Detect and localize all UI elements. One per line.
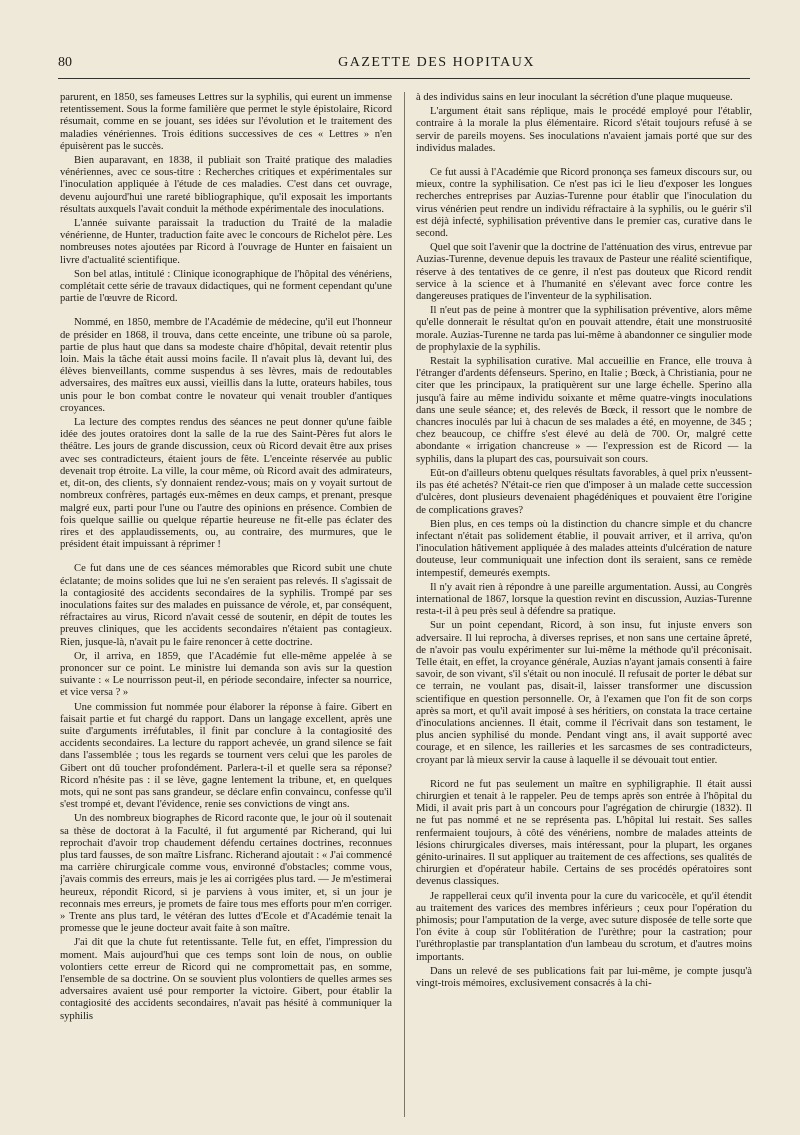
page-header	[58, 52, 750, 74]
column-divider	[404, 92, 405, 1117]
header-rule	[58, 78, 750, 79]
paragraph: Ce fut aussi à l'Académie que Ricord prononça ses fameux discours sur, ou mieux, contre la syphilisation. Ce n'est pas ici le lieu d'exposer les longues recherches entreprises par Auzias-Turenne pour établir que l'inoculation du virus vénérien peut rendre un individu réfractaire à la syphilis, ou le guérir s'il est déjà infecté, syphilisation préventive dans le premier cas, curative dans le second.	[416, 167, 752, 240]
paragraph: L'argument était sans réplique, mais le procédé employé pour l'établir, contraire à la morale la plus élémentaire. Ricord s'était toujours refusé à se servir de pareils moyens. Ses inoculations n'avaient jamais porté que sur des individus malades.	[416, 106, 752, 154]
paragraph: L'année suivante paraissait la traduction du Traité de la maladie vénérienne, de Hunter, traduction faite avec le concours de Richelot père. Les nombreuses notes ajoutées par Ricord à l'ouvrage de Hunter en faisaient un livre d'actualité scientifique.	[60, 218, 392, 266]
left-column	[60, 92, 392, 1122]
paragraph: Ce fut dans une de ces séances mémorables que Ricord subit une chute éclatante; de moins solides que lui ne s'en seraient pas relevés. Il s'agissait de la contagiosité des accidents secondaires de la syphilis. Trompé par ses inoculations faites sur des malades en puissance de vérole, et, par conséquent, réfractaires au virus, Ricord n'avait cessé de soutenir, en dépit de toutes les preuves cliniques, que les accidents secondaires n'étaient pas contagieux. Rien, jusque-là, n'avait pu le faire renoncer à cette doctrine.	[60, 563, 392, 648]
paragraph: Ricord ne fut pas seulement un maître en syphiligraphie. Il était aussi chirurgien et tenait à le rappeler. Peu de temps après son entrée à l'hôpital du Midi, il avait pris part à un concours pour l'agrégation de chirurgie (1832). Il ne fut pas nommé et ne se représenta pas. L'hôpital lui restait. Ses salles renfermaient toujours, à côté des vénériens, nombre de malades atteints de lésions chirurgicales diverses, mais intéressant, pour la plupart, les organes génito-urinaires. Il sut appliquer au traitement de ces affections, ses qualités de chirurgien et d'opérateur habile. Certains de ses procédés opératoires sont devenus classiques.	[416, 778, 752, 888]
paragraph: Je rappellerai ceux qu'il inventa pour la cure du varicocèle, et qu'il étendit au traitement des varices des membres inférieurs ; ceux pour l'opération du phimosis; pour l'amputation de la verge, avec suture disposée de telle sorte que l'on évite à coup sûr l'oblitération de l'urèthre; pour la castration; pour l'uréthroplastie par transplantation d'un lambeau du scrotum, et d'autres moins importants.	[416, 890, 752, 963]
paragraph: La lecture des comptes rendus des séances ne peut donner qu'une faible idée des joutes oratoires dont la salle de la rue des Saint-Pères fut alors le théâtre. Les jours de grande discussion, ceux où Ricord devait être aux prises avec ses contradicteurs, étaient jours de fête. L'enceinte réservée au public devenait trop étroite. La ville, la cour même, où Ricord avait des admirateurs, et, dit-on, des clients, s'y donnaient rendez-vous; mais on y voyait surtout de nombreux confrères, partagés eux-mêmes en deux camps, et prenant, presque malgré eux, parti pour l'une ou l'autre des opinions en présence. Combien de fois quelque saillie ou quelque répartie heureuse ne fit-elle pas éclater des rires et des applaudissements, ou, au contraire, des murmures, que le président était impuissant à réprimer !	[60, 417, 392, 551]
paragraph: Une commission fut nommée pour élaborer la réponse à faire. Gibert en faisait partie et fut chargé du rapport. Dans un langage excellent, après une suite d'arguments irréfutables, il finit par conclure à la contagiosité des accidents secondaires. La lecture du rapport achevée, un grand silence se fait dans l'assemblée ; tous les regards se tournent vers celui que les paroles de Gibert ont dû toucher profondément. Parlera-t-il et quelle sera sa réponse? Ricord n'hésite pas : il se lève, gagne lentement la tribune, et, en quelques mots, qui ne sont pas sans grandeur, se déclare enfin convaincu, confesse qu'il s'est trompé et, devant l'évidence, renie ses convictions de vingt ans.	[60, 701, 392, 811]
paragraph: à des individus sains en leur inoculant la sécrétion d'une plaque muqueuse.	[416, 92, 733, 103]
paragraph: Bien plus, en ces temps où la distinction du chancre simple et du chancre infectant n'était pas solidement établie, il pouvait arriver, et il arriva, qu'on l'inoculation hâtivement appliquée à des malades atteints d'ulcération de nature douteuse, leur communiquait une infection dont ils seraient, sans ce remède intempestif, demeurés exempts.	[416, 518, 752, 579]
paragraph: J'ai dit que la chute fut retentissante. Telle fut, en effet, l'impression du moment. Mais aujourd'hui que ces temps sont loin de nous, on oublie volontiers cette erreur de Ricord qui ne compromettait pas, en somme, l'ensemble de sa doctrine. On se souvient plus volontiers de quelles armes ses adversaires avaient usé pour remporter la victoire. Gibert, pour établir la contagiosité des accidents secondaires, n'avait pas hésité à communiquer la syphilis	[60, 937, 392, 1022]
paragraph: Sur un point cependant, Ricord, à son insu, fut injuste envers son adversaire. Il lui reprocha, à diverses reprises, et non sans une certaine âpreté, de n'avoir pas voulu expérimenter sur lui-même la méthode qu'il préconisait. Telle était, en effet, la croyance générale, Auzias n'ayant jamais consenti à faire savoir, de son vivant, s'il s'était ou non inoculé. Il refusait de porter le débat sur ce terrain, ne voulant pas, disait-il, laisser transformer une discussion scientifique en question personnelle. Or, à l'examen que l'on fit de son corps après sa mort, et qu'il avait imposé à ses héritiers, on constata la trace certaine d'inoculations anciennes. Il était, comme il l'écrivait dans son testament, le plus ancien syphilisé du monde. Pendant vingt ans, il avait supporté avec courage, et en silence, les railleries et les sarcasmes de ses contradicteurs, croyant par là mieux servir la cause à laquelle il se dévouait tout entier.	[416, 620, 752, 766]
paragraph: Un des nombreux biographes de Ricord raconte que, le jour où il soutenait sa thèse de doctorat à la Faculté, il fut argumenté par Richerand, qui lui reprochait d'avoir trop chaudement défendu certaines doctrines, reconnues plus tard fausses, de son maître Lisfranc. Richerand ajoutait : « J'ai commencé ma carrière chirurgicale comme vous, environné d'obstacles; comme vous, j'avais commis des erreurs, mais je les ai corrigées plus tard. — Je m'estimerai heureux, répondit Ricord, si je parviens à vous imiter, et, si un jour je reconnais mes erreurs, je promets de faire tous mes efforts pour m'en corriger. » Trente ans plus tard, le vétéran des luttes d'Ecole et d'Académie tenait la promesse que le jeune docteur avait faite à son maître.	[60, 813, 392, 935]
right-column	[416, 92, 752, 1122]
paragraph: Nommé, en 1850, membre de l'Académie de médecine, qu'il eut l'honneur de présider en 1868, il trouva, dans cette enceinte, une tribune où sa parole, partie de plus haut que dans sa modeste chaire d'hôpital, devait retentir plus loin. Mais la tâche était aussi moins facile. Il n'avait plus là, devant lui, des élèves bienveillants, comme suspendus à ses lèvres, mais de redoutables adversaires, des maîtres eux aussi, vieillis dans la lutte, orateurs habiles, tous unis pour le bon combat contre le novateur qui venait troubler d'antiques croyances.	[60, 317, 392, 414]
paragraph: Il n'eut pas de peine à montrer que la syphilisation préventive, alors même qu'elle donnerait le résultat qu'on en pouvait attendre, était une monstruosité morale. Auzias-Turenne ne tarda pas lui-même à abandonner ce singulier mode de prophylaxie de la syphilis.	[416, 305, 752, 353]
paragraph: Bien auparavant, en 1838, il publiait son Traité pratique des maladies vénériennes, avec ce sous-titre : Recherches critiques et expérimentales sur l'inoculation appliquée à l'étude de ces maladies. C'est dans cet ouvrage, devenu aujourd'hui une rareté bibliographique, qu'il exposait les importants résultats auxquels l'avait conduit la méthode expérimentale des inoculations.	[60, 155, 392, 215]
paragraph: Restait la syphilisation curative. Mal accueillie en France, elle trouva à l'étranger d'ardents défenseurs. Sperino, en Italie ; Bœck, à Christiania, pour ne citer que les principaux, la pratiquèrent sur une large échelle. Sperino alla jusqu'à faire au même individu soixante et même quatre-vingts inoculations dans une seule séance; et, des relevés de Bœck, il ressort que le nombre de chancres inoculés par lui à chacun de ses malades a été, en moyenne, de 345 ; chez beaucoup, ce chiffre s'est élevé au delà de 700. Or, malgré cette abondante « irrigation chancreuse » — l'expression est de Ricord — la syphilis, dans la plupart des cas, poursuivait son cours.	[416, 356, 752, 465]
journal-title: GAZETTE DES HOPITAUX	[338, 55, 535, 70]
paragraph: Il n'y avait rien à répondre à une pareille argumentation. Aussi, au Congrès international de 1867, lorsque la question revint en discussion, Auzias-Turenne resta-t-il à peu près seul à défendre sa pratique.	[416, 581, 752, 618]
paragraph: Son bel atlas, intitulé : Clinique iconographique de l'hôpital des vénériens, complétait cette série de travaux didactiques, qui ne forment cependant qu'une partie de l'œuvre de Ricord.	[60, 268, 392, 305]
paragraph: parurent, en 1850, ses fameuses Lettres sur la syphilis, qui eurent un immense retentissement. Sous la forme familière que permet le style épistolaire, Ricord résumait, comme en se jouant, ses idées sur l'évolution et le traitement des maladies vénériennes. Trois éditions successives de ces « Lettres » n'en épuisèrent pas le succès.	[60, 92, 392, 152]
paragraph: Dans un relevé de ses publications fait par lui-même, je compte jusqu'à vingt-trois mémoires, exclusivement consacrés à la chi-	[416, 965, 752, 990]
paragraph: Eût-on d'ailleurs obtenu quelques résultats favorables, à quel prix n'eussent-ils pas été achetés? N'était-ce rien que d'imposer à un malade cette succession d'ulcères, dont plusieurs devenaient phagédéniques et pouvaient être l'origine de complications graves?	[416, 467, 752, 516]
paragraph: Or, il arriva, en 1859, que l'Académie fut elle-même appelée à se prononcer sur ce point. Le ministre lui demanda son avis sur la question suivante : « Le nourrisson peut-il, en période secondaire, infecter sa nourrice, et vice versa ? »	[60, 650, 392, 699]
page-number: 80	[58, 55, 72, 70]
paragraph: Quel que soit l'avenir que la doctrine de l'atténuation des virus, entrevue par Auzias-Turenne, devenue depuis les travaux de Pasteur une réalité scientifique, réserve à des tentatives de ce genre, il n'est pas douteux que Ricord rendit service à la science et à l'humanité en s'élevant avec force contre les dangereuses pratiques de l'inventeur de la syphilisation.	[416, 242, 752, 303]
